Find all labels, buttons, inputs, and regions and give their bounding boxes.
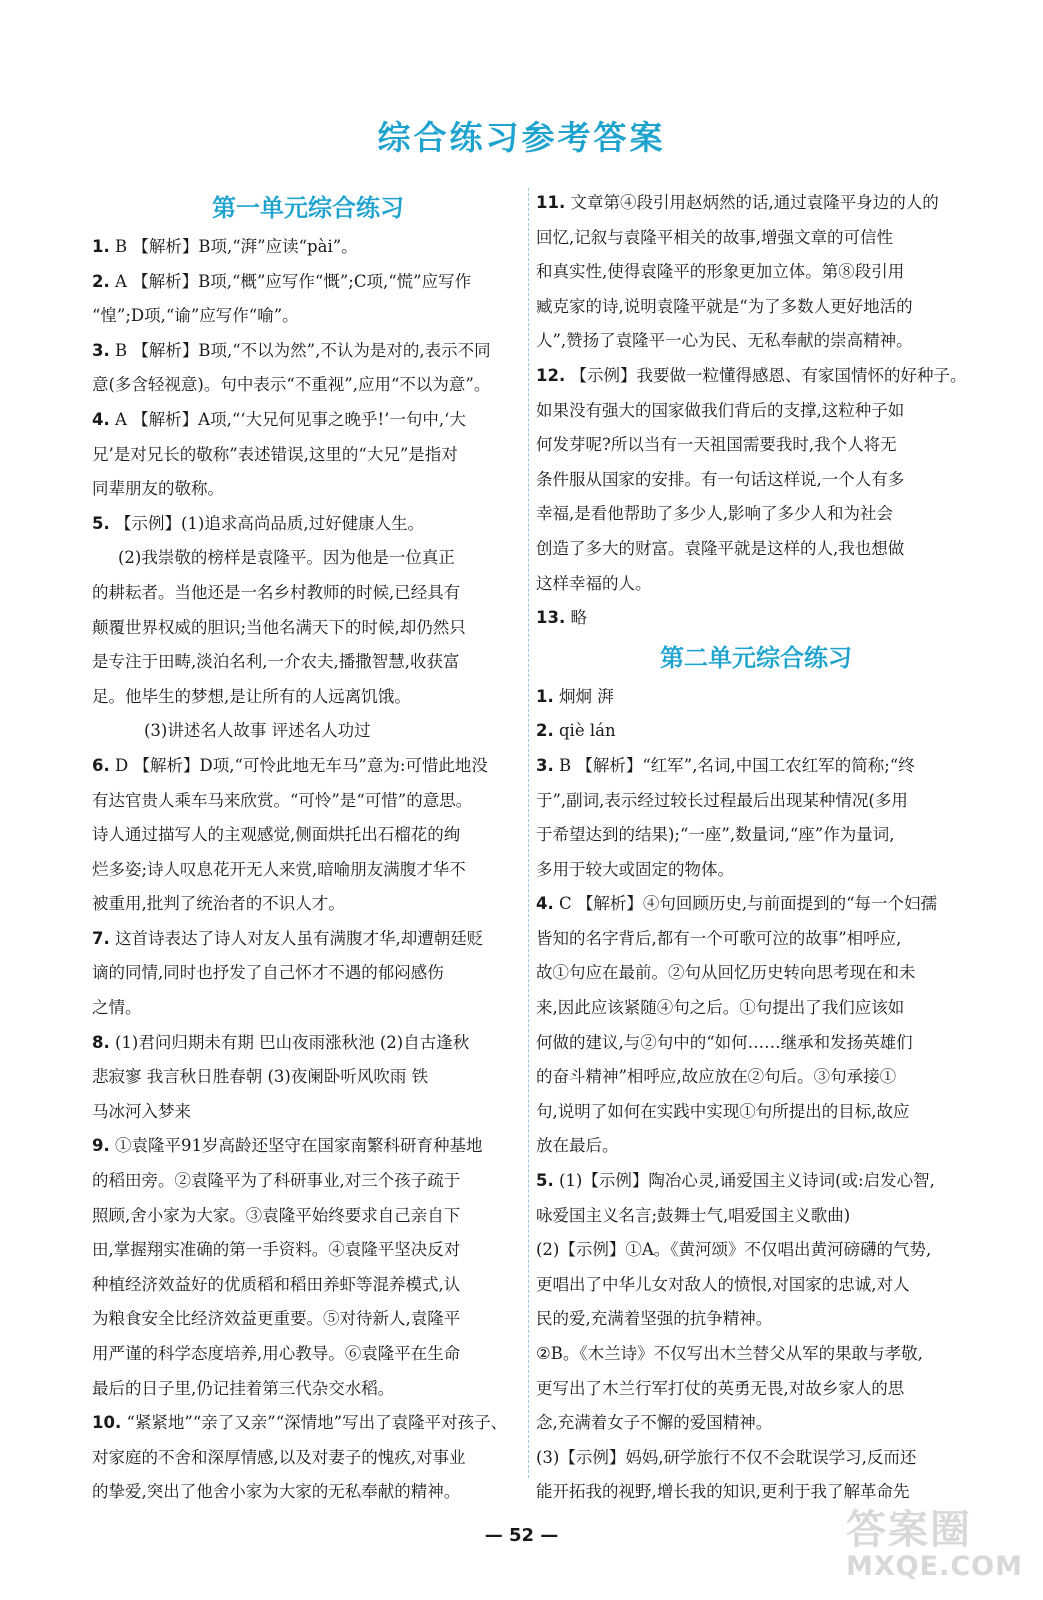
answer-text: 这样幸福的人。 <box>536 573 652 593</box>
answer-line <box>92 1475 524 1510</box>
answer-line <box>92 472 524 507</box>
answer-line <box>92 991 524 1026</box>
answer-item <box>92 1406 524 1510</box>
answer-line <box>92 1233 524 1268</box>
answer-text: 创造了多大的财富。袁隆平就是这样的人,我也想做 <box>536 538 905 558</box>
answer-text: 对家庭的不舍和深厚情感,以及对妻子的愧疚,对事业 <box>92 1447 466 1467</box>
answer-item <box>92 403 524 507</box>
answer-text: 如果没有强大的国家做我们背后的支撑,这粒种子如 <box>536 400 905 420</box>
answer-item <box>536 1164 976 1233</box>
answer-line <box>92 1095 524 1130</box>
answer-number: 9. <box>92 1136 110 1156</box>
answer-item <box>92 265 524 334</box>
answer-text: 诗人通过描写人的主观感觉,侧面烘托出石榴花的绚 <box>92 825 461 845</box>
answer-text: 意(多含轻视意)。句中表示“不重视”,应用“不以为意”。 <box>92 375 491 395</box>
answer-text: 来,因此应该紧随④句之后。①句提出了我们应该如 <box>536 998 905 1018</box>
answer-line <box>92 1302 524 1337</box>
answer-text: (2)我崇敬的榜样是袁隆平。因为他是一位真正 <box>118 548 455 568</box>
answer-line <box>536 922 976 957</box>
answer-item <box>536 359 976 601</box>
answer-line <box>92 1026 524 1061</box>
answer-number: 10. <box>92 1413 122 1433</box>
answer-text: 放在最后。 <box>536 1136 619 1156</box>
left-column <box>92 186 524 1510</box>
answer-text: 之情。 <box>92 998 142 1018</box>
answer-text: 于希望达到的结果);“一座”,数量词,“座”作为量词, <box>536 825 895 845</box>
answer-line <box>536 1026 976 1061</box>
answer-line <box>536 1406 976 1441</box>
answer-line <box>536 1164 976 1199</box>
answer-line <box>144 714 524 749</box>
answer-line <box>536 1199 976 1234</box>
answer-text: 照顾,舍小家为大家。③袁隆平始终要求自己亲自下 <box>92 1205 461 1225</box>
answer-text: 颠覆世界权威的胆识;当他名满天下的时候,却仍然只 <box>92 617 466 637</box>
answer-item <box>92 922 524 1026</box>
answer-line <box>92 922 524 957</box>
answer-text: 用严谨的科学态度培养,用心教导。⑥袁隆平在生命 <box>92 1344 461 1363</box>
answer-text: 更写出了木兰行军打仗的英勇无畏,对故乡家人的思 <box>536 1378 905 1398</box>
answer-text: 被重用,批判了统治者的不识人才。 <box>92 894 345 914</box>
section-title-unit-1: 第一单元综合练习 <box>212 194 404 222</box>
answer-number: 3. <box>536 755 554 775</box>
answer-line <box>536 186 976 221</box>
answer-item <box>536 749 976 887</box>
answer-text: 咏爱国主义名言;鼓舞士气,唱爱国主义歌曲) <box>536 1205 851 1225</box>
answer-line <box>92 956 524 991</box>
answer-line <box>92 334 524 369</box>
answer-line <box>92 818 524 853</box>
answer-line <box>92 887 524 922</box>
right-column <box>536 186 976 1510</box>
answer-number: 5. <box>536 1171 554 1191</box>
answer-number: 5. <box>92 513 110 533</box>
answer-text: (3)讲述名人故事 评述名人功过 <box>144 721 371 741</box>
answer-line <box>92 403 524 438</box>
answer-line <box>92 749 524 784</box>
answer-line <box>92 1199 524 1234</box>
answer-line <box>536 1441 976 1476</box>
answer-text: 悲寂寥 我言秋日胜春朝 (3)夜阑卧听风吹雨 铁 <box>92 1067 429 1087</box>
answer-line <box>536 991 976 1026</box>
answer-line <box>536 394 976 429</box>
answer-text: 句,说明了如何在实践中实现①句所提出的目标,故应 <box>536 1101 910 1121</box>
answer-line <box>536 1233 976 1268</box>
answer-item <box>92 576 524 714</box>
answer-text: 有达官贵人乘车马来欣赏。“可怜”是“可惜”的意思。 <box>92 790 473 810</box>
answer-text: A 【解析】A项,“‘大兄何见事之晚乎!’一句中,‘大 <box>115 409 466 429</box>
answer-number: 7. <box>92 928 110 948</box>
answer-line <box>536 255 976 290</box>
answer-text: 民的爱,充满着坚强的抗争精神。 <box>536 1309 773 1329</box>
answer-text: B 【解析】“红军”,名词,中国工农红军的简称;“终 <box>559 755 915 775</box>
answer-line <box>536 680 976 715</box>
answer-line <box>92 368 524 403</box>
answer-line <box>536 601 976 636</box>
answer-item <box>92 507 524 542</box>
answer-line <box>92 265 524 300</box>
answer-line <box>92 1337 524 1372</box>
answer-text: 臧克家的诗,说明袁隆平就是“为了多数人更好地活的 <box>536 296 913 316</box>
answer-text: A 【解析】B项,“概”应写作“慨”;C项,“慌”应写作 <box>115 271 472 291</box>
answer-line <box>536 221 976 256</box>
answer-item <box>536 601 976 636</box>
answer-number: 2. <box>92 271 110 291</box>
answer-line <box>536 749 976 784</box>
answer-number: 3. <box>92 340 110 360</box>
answer-line <box>92 645 524 680</box>
answer-text: 【示例】(1)追求高尚品质,过好健康人生。 <box>115 513 425 533</box>
answer-text: 条件服从国家的安排。有一句话这样说,一个人有多 <box>536 469 905 489</box>
answer-text: (1)【示例】陶冶心灵,诵爱国主义诗词(或:启发心智, <box>559 1171 935 1191</box>
answer-text: 和真实性,使得袁隆平的形象更加立体。第⑧段引用 <box>536 262 905 282</box>
answer-line <box>536 784 976 819</box>
answer-text: 足。他毕生的梦想,是让所有的人远离饥饿。 <box>92 686 411 706</box>
answer-line <box>536 532 976 567</box>
answer-text: 于”,副词,表示经过较长过程最后出现某种情况(多用 <box>536 790 908 810</box>
answer-line <box>536 359 976 394</box>
answer-text: 更唱出了中华儿女对敌人的愤恨,对国家的忠诚,对人 <box>536 1274 910 1294</box>
answer-number: 8. <box>92 1032 110 1052</box>
answer-line <box>536 1268 976 1303</box>
answer-text: 这首诗表达了诗人对友人虽有满腹才华,却遭朝廷贬 <box>115 928 484 948</box>
answer-item <box>92 230 524 265</box>
answer-line <box>92 1268 524 1303</box>
answer-line <box>92 611 524 646</box>
answer-item <box>92 1129 524 1406</box>
answer-line <box>536 428 976 463</box>
answer-line <box>92 576 524 611</box>
answer-line <box>536 1095 976 1130</box>
answer-text: 为粮食安全比经济效益更重要。⑤对待新人,袁隆平 <box>92 1309 461 1329</box>
section-title-unit-2: 第二单元综合练习 <box>660 643 852 672</box>
left-answer-list <box>92 230 524 1510</box>
answer-text: 幸福,是看他帮助了多少人,影响了多少人和为社会 <box>536 504 893 524</box>
answer-number: 6. <box>92 755 110 775</box>
answer-number: 1. <box>536 686 554 706</box>
answer-item <box>536 887 976 1164</box>
answer-text: 的挚爱,突出了他舍小家为大家的无私奉献的精神。 <box>92 1482 461 1502</box>
answer-text: 回忆,记叙与袁隆平相关的故事,增强文章的可信性 <box>536 227 893 247</box>
answer-line <box>536 714 976 749</box>
answer-line <box>92 1129 524 1164</box>
answer-text: ①袁隆平91岁高龄还坚守在国家南繁科研育种基地 <box>115 1136 483 1156</box>
answer-line <box>92 1164 524 1199</box>
page-number: — 52 — <box>484 1525 559 1546</box>
column-divider <box>528 188 529 1478</box>
right-answer-list-unit-2 <box>536 680 976 1510</box>
answer-text: 故①句应在最前。②句从回忆历史转向思考现在和未 <box>536 963 916 983</box>
answer-text: 【示例】我要做一粒懂得感恩、有家国情怀的好种子。 <box>570 365 967 385</box>
answer-line <box>536 956 976 991</box>
answer-text: 种植经济效益好的优质稻和稻田养虾等混养模式,认 <box>92 1274 461 1294</box>
answer-text: 的稻田旁。②袁隆平为了科研事业,对三个孩子疏于 <box>92 1171 461 1191</box>
answer-item <box>92 334 524 403</box>
answer-line <box>92 299 524 334</box>
answer-text: 炯炯 湃 <box>559 686 614 706</box>
answer-number: 2. <box>536 721 554 741</box>
answer-line <box>536 324 976 359</box>
answer-text: 谪的同情,同时也抒发了自己怀才不遇的郁闷感伤 <box>92 963 444 983</box>
answer-number: 13. <box>536 608 566 628</box>
answer-text: qiè lán <box>559 721 616 741</box>
answer-item <box>92 749 524 922</box>
answer-line <box>92 1441 524 1476</box>
answer-text: 人”,赞扬了袁隆平一心为民、无私奉献的崇高精神。 <box>536 331 913 351</box>
answer-line <box>92 784 524 819</box>
answer-line <box>536 1060 976 1095</box>
answer-item <box>536 714 976 749</box>
answer-text: 是专注于田畴,淡泊名利,一介农夫,播撒智慧,收获富 <box>92 652 460 672</box>
answer-text: 文章第④段引用赵炳然的话,通过袁隆平身边的人的 <box>570 193 939 212</box>
answer-text: 最后的日子里,仍记挂着第三代杂交水稻。 <box>92 1378 395 1398</box>
answer-item <box>536 1233 976 1337</box>
answer-text: D 【解析】D项,“可怜此地无车马”意为:可惜此地没 <box>115 755 488 775</box>
answer-text: B 【解析】B项,“湃”应读“pài”。 <box>115 237 358 256</box>
answer-line <box>92 1060 524 1095</box>
answer-line <box>536 497 976 532</box>
answer-line <box>536 818 976 853</box>
answer-line <box>92 853 524 888</box>
answer-line <box>536 887 976 922</box>
answer-line <box>536 1129 976 1164</box>
answer-text: (1)君问归期未有期 巴山夜雨涨秋池 (2)自古逢秋 <box>115 1032 470 1052</box>
answer-line <box>92 507 524 542</box>
answer-item <box>92 1026 524 1130</box>
answer-line <box>536 1337 976 1372</box>
answer-line <box>536 463 976 498</box>
answer-text: 兄’是对兄长的敬称”表述错误,这里的“大兄”是指对 <box>92 444 458 464</box>
answer-number: 11. <box>536 193 566 212</box>
answer-text: ②B。《木兰诗》不仅写出木兰替父从军的果敢与孝敬, <box>536 1344 923 1363</box>
answer-text: 的耕耘者。当他还是一名乡村教师的时候,已经具有 <box>92 582 461 602</box>
answer-line <box>92 680 524 715</box>
answer-item <box>536 186 976 359</box>
answer-item <box>92 714 524 749</box>
answer-text: 同辈朋友的敬称。 <box>92 479 224 499</box>
watermark-cn: 答案圈 <box>846 1507 972 1553</box>
answer-item <box>536 1337 976 1441</box>
answer-line <box>92 1406 524 1441</box>
answer-text: 何做的建议,与②句中的“如何……继承和发扬英雄们 <box>536 1032 913 1052</box>
answer-number: 1. <box>92 237 110 256</box>
answer-text: 马冰河入梦来 <box>92 1101 191 1121</box>
answer-text: “惶”;D项,“谕”应写作“喻”。 <box>92 306 299 326</box>
answer-text: 何发芽呢?所以当有一天祖国需要我时,我个人将无 <box>536 435 897 455</box>
page-title: 综合练习参考答案 <box>377 118 666 157</box>
answer-line <box>536 1302 976 1337</box>
answer-line <box>92 1372 524 1407</box>
watermark-logo <box>846 1498 1023 1590</box>
answer-text: 能开拓我的视野,增长我的知识,更利于我了解革命先 <box>536 1482 910 1502</box>
answer-line <box>536 290 976 325</box>
answer-text: C 【解析】④句回顾历史,与前面提到的“每一个妇孺 <box>559 894 938 914</box>
answer-text: 略 <box>570 608 587 628</box>
answer-number: 4. <box>536 894 554 914</box>
right-answer-list-unit-1 <box>536 186 976 636</box>
answer-text: B 【解析】B项,“不以为然”,不认为是对的,表示不同 <box>115 340 491 360</box>
answer-text: 田,掌握翔实准确的第一手资料。④袁隆平坚决反对 <box>92 1240 461 1260</box>
answer-line <box>118 541 524 576</box>
watermark-en: MXQE.COM <box>846 1551 1023 1582</box>
answer-item <box>92 541 524 576</box>
answer-line <box>92 230 524 265</box>
answer-line <box>536 567 976 602</box>
answer-number: 4. <box>92 409 110 429</box>
answer-line <box>536 1372 976 1407</box>
answer-line <box>536 853 976 888</box>
answer-text: 念,充满着女子不懈的爱国精神。 <box>536 1413 773 1433</box>
answer-number: 12. <box>536 365 566 385</box>
answer-text: “紧紧地”“亲了又亲”“深情地”写出了袁隆平对孩子、 <box>126 1413 508 1433</box>
answer-line <box>92 438 524 473</box>
answer-text: 皆知的名字背后,都有一个可歌可泣的故事”相呼应, <box>536 928 902 948</box>
answer-text: (3)【示例】妈妈,研学旅行不仅不会耽误学习,反而还 <box>536 1447 917 1467</box>
answer-text: 的奋斗精神”相呼应,故应放在②句后。③句承接① <box>536 1067 897 1087</box>
answer-text: (2)【示例】①A。《黄河颂》不仅唱出黄河磅礴的气势, <box>536 1240 932 1260</box>
answer-text: 多用于较大或固定的物体。 <box>536 859 734 879</box>
answer-text: 烂多姿;诗人叹息花开无人来赏,暗喻朋友满腹才华不 <box>92 859 466 879</box>
answer-item <box>536 680 976 715</box>
